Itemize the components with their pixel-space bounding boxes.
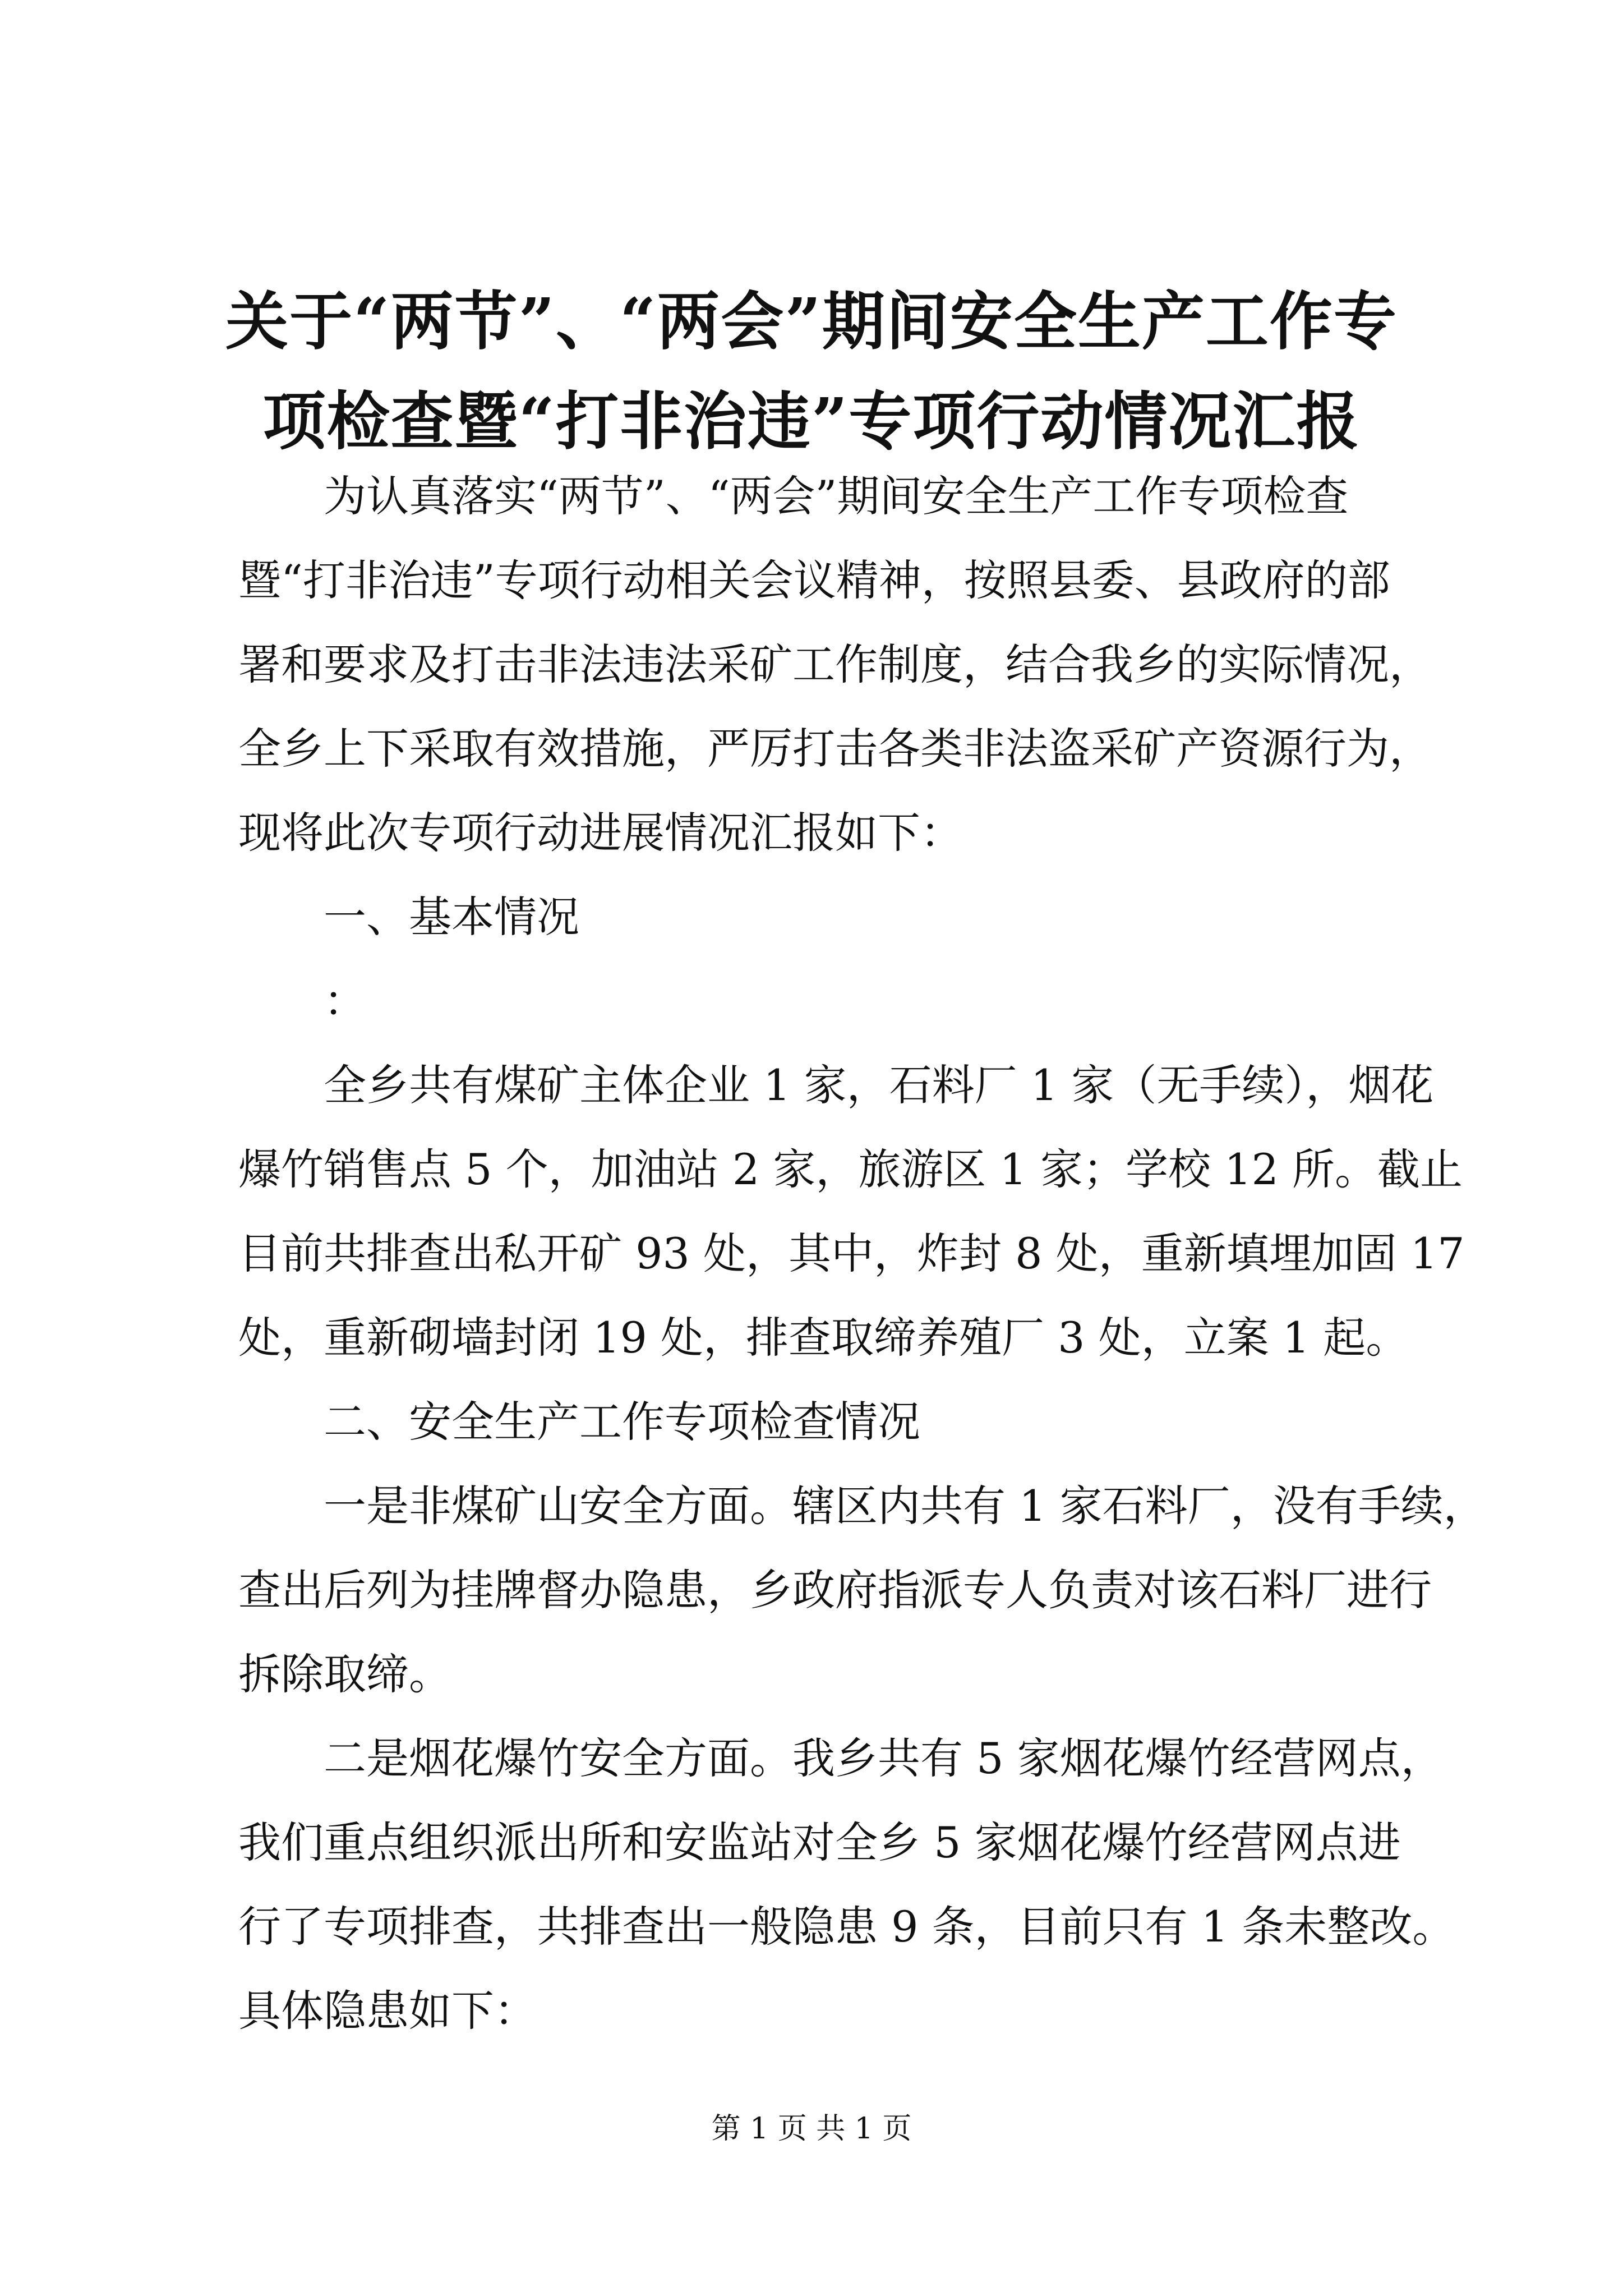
text-line: 目前共排查出私开矿 93 处，其中，炸封 8 处，重新填埋加固 17 bbox=[238, 1228, 1465, 1278]
text-line: 处，重新砌墙封闭 19 处，排查取缔养殖厂 3 处，立案 1 起。 bbox=[238, 1313, 1409, 1363]
paragraph-non-coal bbox=[238, 1464, 1486, 1717]
text-line: 拆除取缔。 bbox=[238, 1649, 451, 1699]
section-heading-basic bbox=[238, 875, 1422, 959]
text-line: 为认真落实“两节”、“两会”期间安全生产工作专项检查 bbox=[324, 471, 1349, 521]
text-line: 署和要求及打击非法违法采矿工作制度，结合我乡的实际情况， bbox=[238, 639, 1432, 689]
page-footer bbox=[0, 2109, 1623, 2148]
text-line: 二是烟花爆竹安全方面。我乡共有 5 家烟花爆竹经营网点， bbox=[324, 1733, 1444, 1783]
text-line: 查出后列为挂牌督办隐患，乡政府指派专人负责对该石料厂进行 bbox=[238, 1565, 1432, 1615]
text-line: 现将此次专项行动进展情况汇报如下： bbox=[238, 808, 963, 858]
paragraph-basic-info bbox=[238, 1043, 1465, 1380]
document-body bbox=[238, 454, 1486, 2053]
paragraph-fireworks bbox=[238, 1717, 1455, 2053]
text-line: ： bbox=[324, 976, 366, 1026]
text-line: 爆竹销售点 5 个，加油站 2 家，旅游区 1 家；学校 12 所。截止 bbox=[238, 1144, 1463, 1194]
text-line: 暨“打非治违”专项行动相关会议精神，按照县委、县政府的部 bbox=[238, 555, 1390, 605]
text-line: 一是非煤矿山安全方面。辖区内共有 1 家石料厂，没有手续， bbox=[324, 1481, 1486, 1531]
section-heading-inspection bbox=[238, 1380, 1422, 1464]
title-line-1: 关于“两节”、“两会”期间安全生产工作专 bbox=[225, 285, 1398, 358]
paragraph-intro bbox=[238, 454, 1432, 875]
text-line: 全乡上下采取有效措施，严厉打击各类非法盗采矿产资源行为， bbox=[238, 724, 1432, 774]
text-line: 全乡共有煤矿主体企业 1 家，石料厂 1 家（无手续），烟花 bbox=[324, 1060, 1434, 1110]
colon-paragraph bbox=[238, 959, 1422, 1043]
document-title bbox=[168, 272, 1455, 472]
text-line: 我们重点组织派出所和安监站对全乡 5 家烟花爆竹经营网点进 bbox=[238, 1818, 1401, 1867]
heading-line: 二、安全生产工作专项检查情况 bbox=[324, 1397, 920, 1447]
heading-line: 一、基本情况 bbox=[324, 892, 579, 942]
title-line-2: 项检查暨“打非治违”专项行动情况汇报 bbox=[262, 385, 1361, 458]
text-line: 具体隐患如下： bbox=[238, 1986, 537, 2036]
page-number-label: 第 1 页 共 1 页 bbox=[711, 2112, 912, 2146]
text-line: 行了专项排查，共排查出一般隐患 9 条，目前只有 1 条未整改。 bbox=[238, 1902, 1455, 1952]
